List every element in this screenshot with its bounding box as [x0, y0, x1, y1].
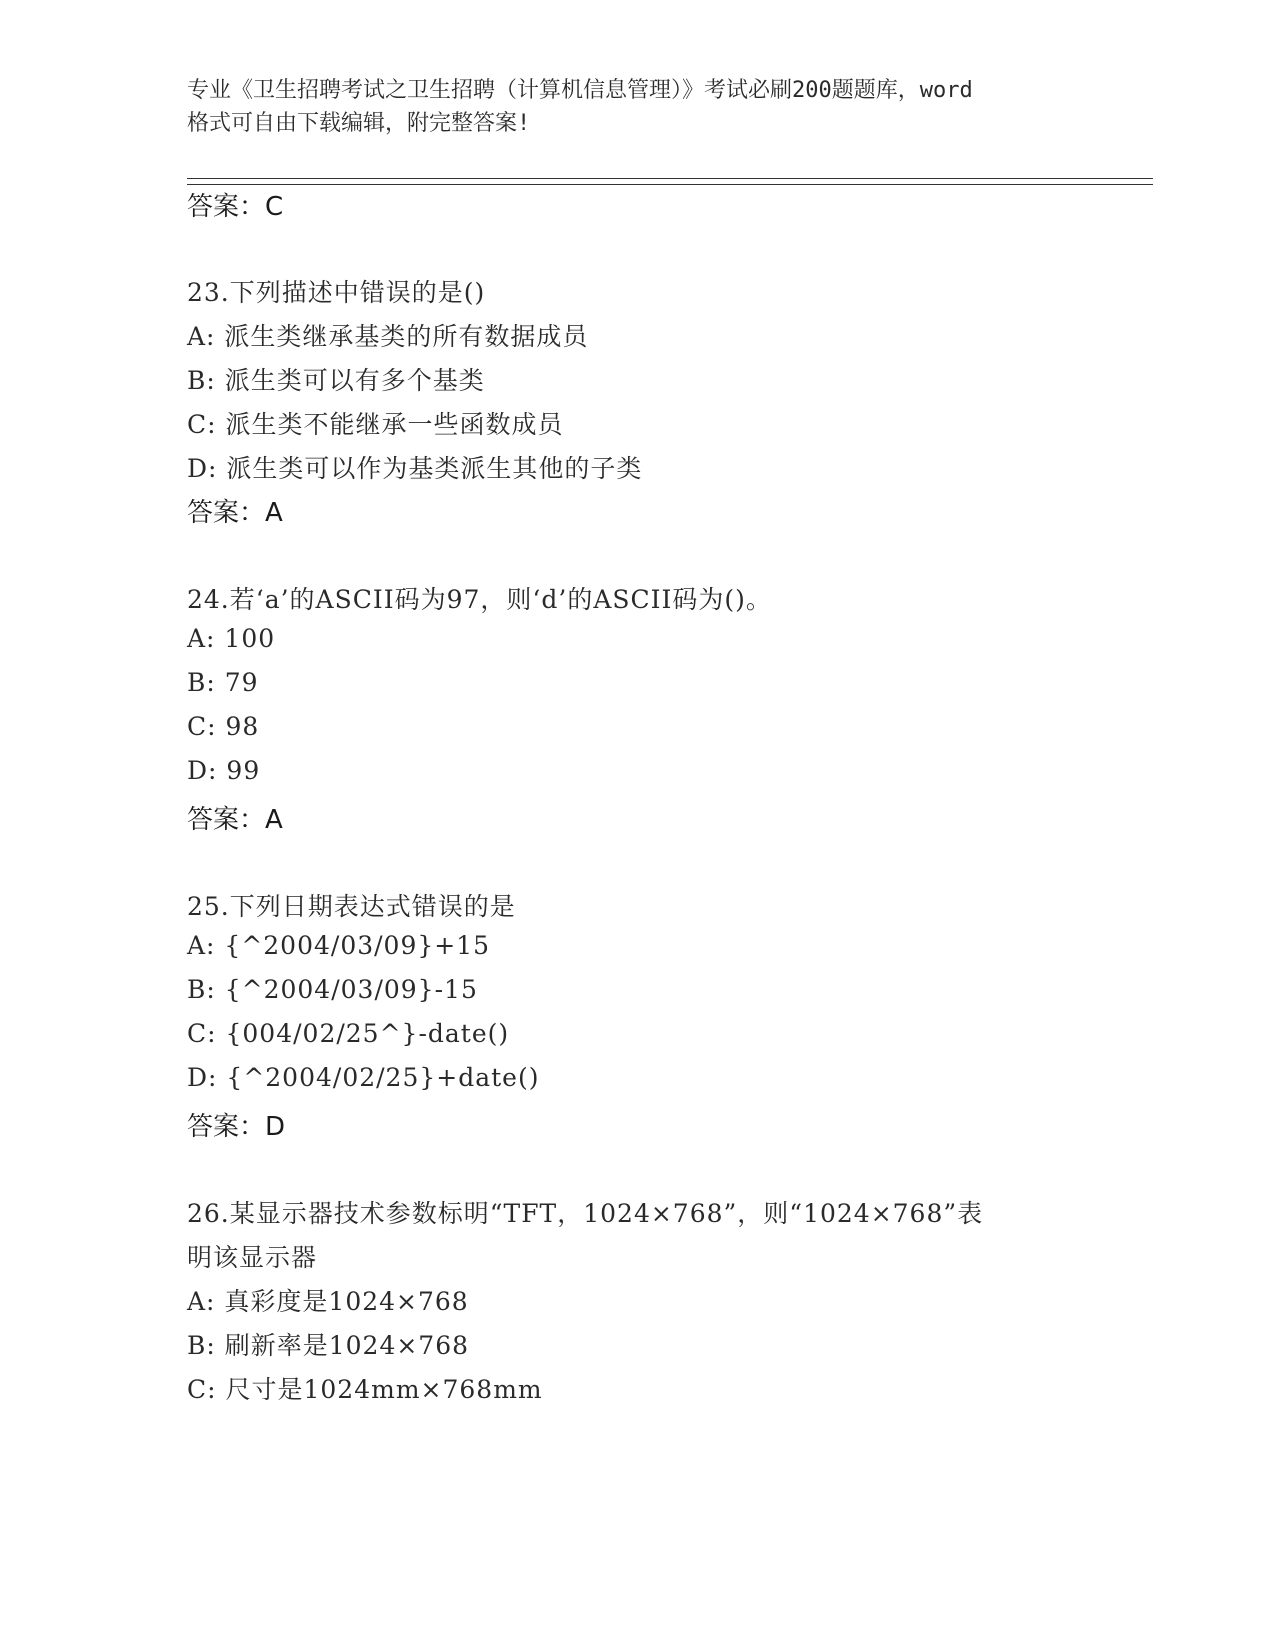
question-24-option-c: C: 98	[187, 712, 260, 741]
question-24-option-b: B: 79	[187, 668, 259, 697]
question-23-answer: 答案：A	[187, 498, 283, 528]
question-26-option-a: A: 真彩度是1024×768	[187, 1287, 469, 1316]
question-23-option-d: D: 派生类可以作为基类派生其他的子类	[187, 454, 643, 483]
question-25-stem: 25.下列日期表达式错误的是	[187, 892, 516, 921]
document-header	[187, 74, 1087, 140]
question-25-option-d: D: {^2004/02/25}+date()	[187, 1063, 540, 1092]
question-24-answer: 答案：A	[187, 805, 283, 835]
previous-answer: 答案：C	[187, 192, 284, 222]
question-23-option-b: B: 派生类可以有多个基类	[187, 366, 485, 395]
question-24-stem: 24.若‘a’的ASCII码为97，则‘d’的ASCII码为()。	[187, 585, 772, 614]
question-24-option-a: A: 100	[187, 624, 276, 653]
header-divider-top	[187, 178, 1153, 179]
question-24-option-d: D: 99	[187, 756, 261, 785]
header-line-2: 格式可自由下载编辑，附完整答案!	[187, 111, 531, 136]
question-25-option-c: C: {004/02/25^}-date()	[187, 1019, 510, 1048]
question-25-option-a: A: {^2004/03/09}+15	[187, 931, 491, 960]
question-25-option-b: B: {^2004/03/09}-15	[187, 975, 478, 1004]
question-26-stem-line-1: 26.某显示器技术参数标明“TFT，1024×768”，则“1024×768”表	[187, 1199, 984, 1228]
header-line-1: 专业《卫生招聘考试之卫生招聘（计算机信息管理）》考试必刷200题题库，word	[187, 78, 973, 103]
question-23-stem: 23.下列描述中错误的是()	[187, 278, 486, 307]
header-divider-bottom	[187, 184, 1153, 185]
question-23-option-c: C: 派生类不能继承一些函数成员	[187, 410, 564, 439]
question-23-option-a: A: 派生类继承基类的所有数据成员	[187, 322, 589, 351]
question-26-stem-line-2: 明该显示器	[187, 1243, 318, 1272]
question-26-option-b: B: 刷新率是1024×768	[187, 1331, 470, 1360]
question-25-answer: 答案：D	[187, 1112, 286, 1142]
question-26-option-c: C: 尺寸是1024mm×768mm	[187, 1375, 543, 1404]
